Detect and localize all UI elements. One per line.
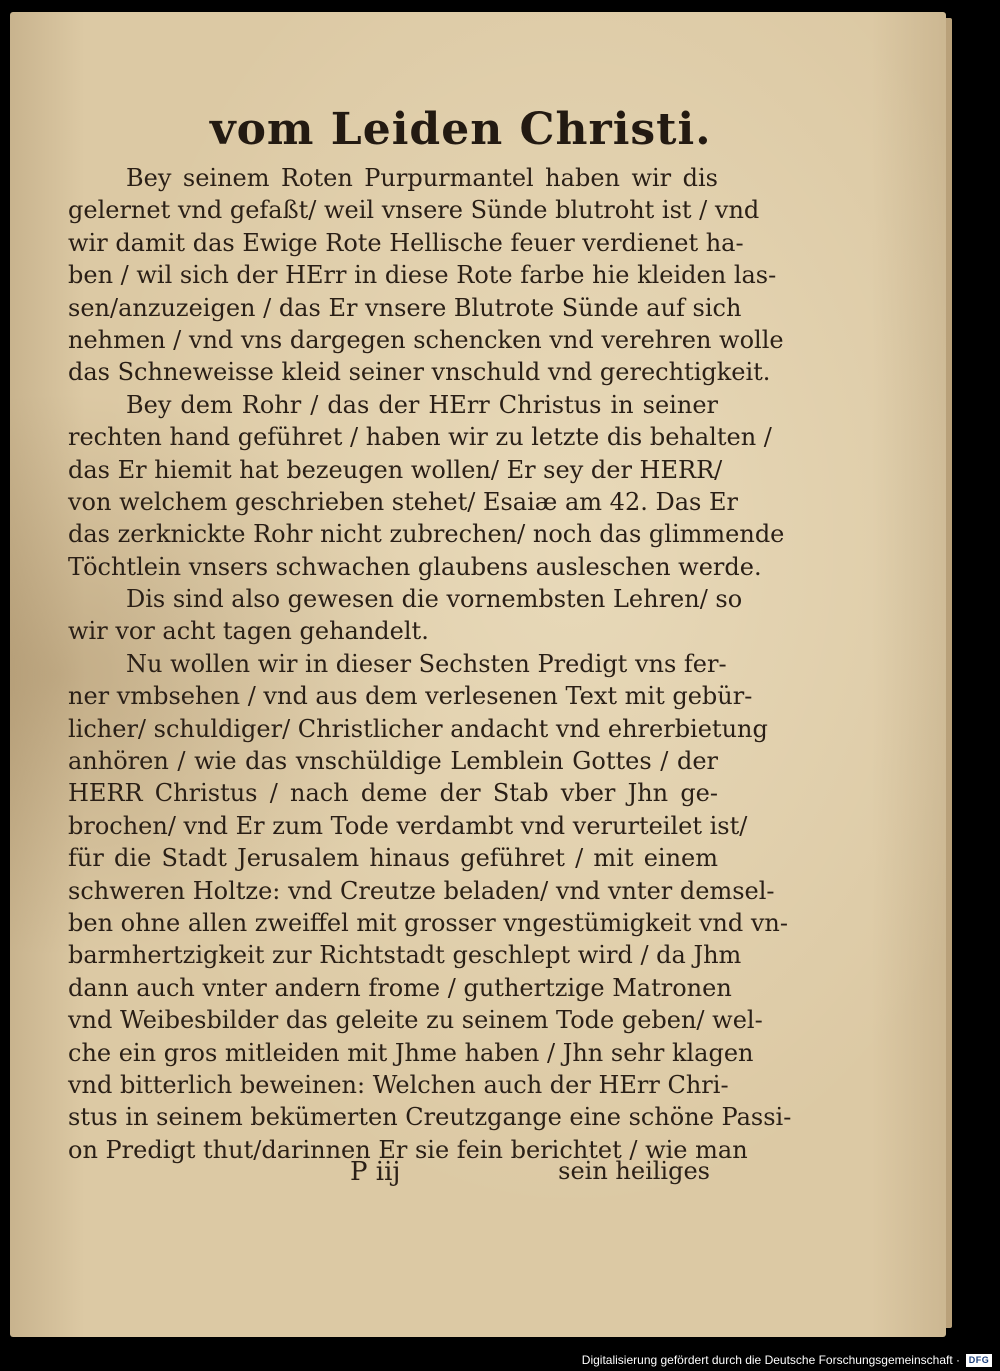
text-line: on Predigt thut/darinnen Er sie fein berichtet / wie man	[68, 1135, 748, 1164]
text-line: Dis sind also gewesen die vornembsten Lehren/ so	[126, 585, 743, 614]
text-line: licher/ schuldiger/ Christlicher andacht vnd ehrerbietung	[68, 714, 768, 743]
text-line: dann auch vnter andern frome / guthertzige Matronen	[68, 973, 732, 1002]
text-line: ben ohne allen zweiffel mit grosser vngestümigkeit vnd vn-	[68, 908, 788, 937]
text-line: von welchem geschrieben stehet/ Esaiæ am 42. Das Er	[68, 487, 738, 516]
text-line: das Schneweisse kleid seiner vnschuld vnd gerechtigkeit.	[68, 358, 771, 387]
text-line: sen/anzuzeigen / das Er vnsere Blutrote Sünde auf sich	[68, 293, 742, 322]
text-line: ner vmbsehen / vnd aus dem verlesenen Text mit gebür-	[68, 682, 753, 711]
text-line: Bey seinem Roten Purpurmantel haben wir dis	[126, 164, 718, 192]
text-line: Bey dem Rohr / das der HErr Christus in seiner	[126, 390, 718, 419]
dfg-logo: DFG	[966, 1354, 992, 1367]
text-line: das Er hiemit hat bezeugen wollen/ Er sey der HERR/	[68, 455, 723, 484]
text-line: Nu wollen wir in dieser Sechsten Predigt vns fer-	[126, 649, 727, 678]
text-line: wir damit das Ewige Rote Hellische feuer verdienet ha-	[68, 228, 744, 257]
text-line: nehmen / vnd vns dargegen schencken vnd verehren wolle	[68, 325, 784, 354]
text-line: vnd Weibesbilder das geleite zu seinem Tode geben/ wel-	[68, 1006, 763, 1035]
text-line: rechten hand geführet / haben wir zu letzte dis behalten /	[68, 423, 772, 452]
text-line: barmhertzigkeit zur Richtstadt geschlept wird / da Jhm	[68, 941, 742, 970]
text-line: vnd bitterlich beweinen: Welchen auch der HErr Chri-	[68, 1070, 729, 1099]
text-line: anhören / wie das vnschüldige Lemblein Gottes / der	[68, 747, 718, 776]
page-body-text	[68, 162, 792, 1166]
signature-mark: P iij	[350, 1157, 401, 1187]
text-line: für die Stadt Jerusalem hinaus geführet / mit einem	[68, 844, 718, 873]
text-line: ben / wil sich der HErr in diese Rote farbe hie kleiden las-	[68, 261, 777, 290]
text-line: brochen/ vnd Er zum Tode verdambt vnd verurteilet ist/	[68, 811, 748, 840]
text-line: das zerknickte Rohr nicht zubrechen/ noch das glimmende	[68, 520, 785, 549]
text-line: che ein gros mitleiden mit Jhme haben / Jhn sehr klagen	[68, 1038, 754, 1067]
text-line: wir vor acht tagen gehandelt.	[68, 617, 429, 646]
text-line: HERR Christus / nach deme der Stab vber Jhn ge-	[68, 779, 718, 808]
running-head: vom Leiden Christi.	[210, 104, 712, 155]
text-line: stus in seinem bekümerten Creutzgange eine schöne Passi-	[68, 1103, 792, 1132]
text-line: gelernet vnd gefaßt/ weil vnsere Sünde blutroht ist / vnd	[68, 196, 760, 225]
text-line: Töchtlein vnsers schwachen glaubens ausleschen werde.	[68, 552, 762, 581]
funding-credit-text: Digitalisierung gefördert durch die Deutsche Forschungsgemeinschaft ·	[581, 1353, 960, 1367]
catchword: sein heiliges	[558, 1157, 710, 1185]
page-edge	[946, 18, 952, 1328]
text-line: schweren Holtze: vnd Creutze beladen/ vnd vnter demsel-	[68, 876, 775, 905]
page-footer	[350, 1157, 710, 1197]
book-page	[10, 12, 946, 1337]
funding-credit-bar	[582, 1349, 992, 1371]
